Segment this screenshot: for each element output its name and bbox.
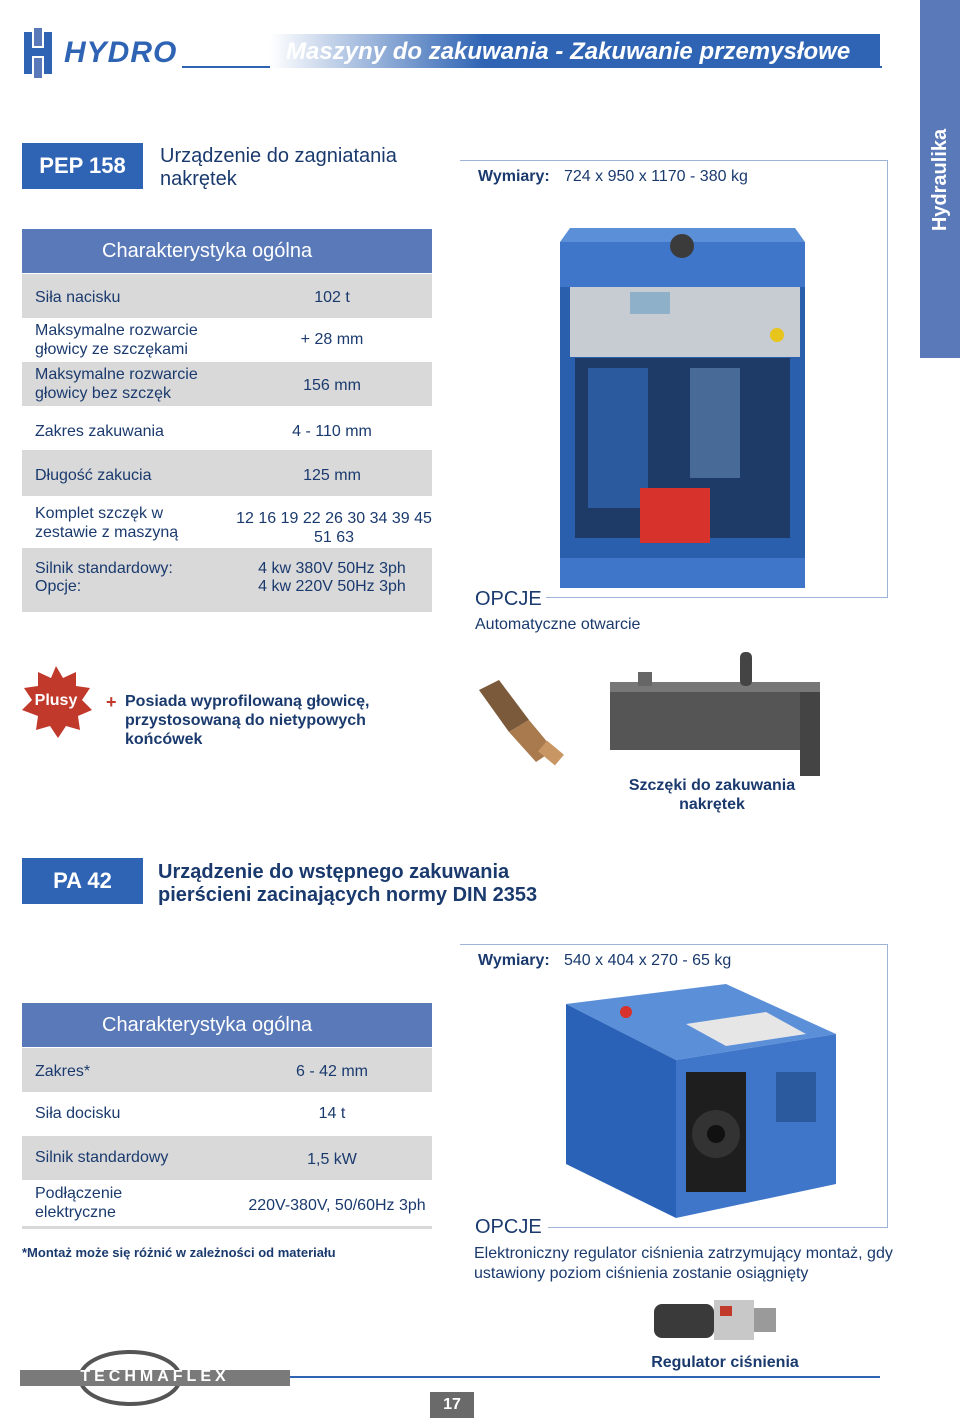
spec-row (22, 496, 432, 548)
pep158-frame-bottom (546, 597, 888, 598)
spec-label: Podłączenie elektryczne (35, 1185, 123, 1221)
spec-label-options: Opcje: (35, 578, 82, 595)
page-title: Maszyny do zakuwania - Zakuwanie przemysłowe (286, 38, 851, 65)
spec-label: Siła nacisku (35, 289, 121, 306)
pa42-options-rule (548, 1227, 552, 1228)
spec-row (22, 1136, 432, 1180)
pep158-dims-label: Wymiary: (478, 168, 550, 185)
pep158-section-header: Charakterystyka ogólna (22, 229, 432, 273)
spec-label: Maksymalne rozwarcie głowicy ze szczękami (35, 322, 198, 358)
plusy-text: Posiada wyprofilowaną głowicę, przystosowaną do nietypowych końcówek (125, 693, 370, 748)
spec-value: 14 t (318, 1105, 346, 1122)
spec-value: + 28 mm (300, 331, 364, 348)
pep158-frame-right (887, 160, 888, 598)
spec-value: 4 kw 380V 50Hz 3ph (258, 560, 406, 577)
plusy-badge-label: Plusy (34, 692, 78, 709)
pa42-frame-top (460, 944, 888, 945)
pa42-footnote: *Montaż może się różnić w zależności od materiału (22, 1245, 336, 1260)
pa42-frame-right (887, 944, 888, 1228)
nut-fitting-image (474, 680, 570, 770)
pa42-code: PA 42 (22, 858, 143, 904)
spec-value: 12 16 19 22 26 30 34 39 45 51 63 (236, 510, 432, 546)
pa42-name: Urządzenie do wstępnego zakuwania pierścieni zacinających normy DIN 2353 (158, 861, 538, 906)
spec-value: 220V-380V, 50/60Hz 3ph (248, 1197, 426, 1214)
spec-label: Długość zakucia (35, 467, 152, 484)
plusy-bullet: + (106, 692, 117, 712)
pep158-frame-top (460, 160, 888, 161)
spec-row (22, 450, 432, 496)
footer-brand: TECHMAFLEX (80, 1368, 230, 1385)
pep158-name: Urządzenie do zagniatania nakrętek (160, 145, 397, 190)
crimping-jaw-image (610, 652, 832, 776)
spec-label: Silnik standardowy: (35, 560, 173, 577)
spec-row (22, 318, 432, 362)
pa42-options-title: OPCJE (475, 1216, 542, 1238)
pep158-dims-value: 724 x 950 x 1170 - 380 kg (564, 168, 748, 185)
spec-label: Maksymalne rozwarcie głowicy bez szczęk (35, 366, 198, 402)
pa42-section-header: Charakterystyka ogólna (22, 1003, 432, 1047)
page-number: 17 (430, 1392, 474, 1418)
spec-row (22, 406, 432, 450)
hydro-logo-icon (22, 28, 58, 78)
header-logo (22, 28, 182, 78)
spec-label: Zakres* (35, 1063, 91, 1080)
spec-label: Komplet szczęk w zestawie z maszyną (35, 505, 179, 541)
logo-text: HYDRO (64, 36, 178, 69)
spec-label: Silnik standardowy (35, 1149, 169, 1166)
pa42-machine-image (566, 984, 846, 1218)
spec-row (22, 1048, 432, 1092)
spec-value: 156 mm (303, 377, 361, 394)
pa42-frame-bottom (552, 1227, 888, 1228)
spec-value: 125 mm (303, 467, 361, 484)
spec-row (22, 548, 432, 612)
spec-value-options: 4 kw 220V 50Hz 3ph (258, 578, 406, 595)
spec-value: 4 - 110 mm (292, 423, 372, 440)
pep158-options-title: OPCJE (475, 588, 542, 610)
spec-label: Zakres zakuwania (35, 423, 164, 440)
side-tab-label: Hydraulika (929, 128, 951, 232)
jaws-caption: Szczęki do zakuwania nakrętek (628, 777, 796, 813)
spec-row (22, 1092, 432, 1136)
spec-row (22, 1180, 432, 1226)
pa42-dims-label: Wymiary: (478, 952, 550, 969)
spec-value: 6 - 42 mm (295, 1063, 368, 1080)
spec-value: 102 t (314, 289, 350, 306)
pep158-code: PEP 158 (22, 143, 143, 189)
pa42-options-text: Elektroniczny regulator ciśnienia zatrzymujący montaż, gdy ustawiony poziom ciśnienia zostanie osiągnięty (474, 1245, 893, 1282)
spec-row (22, 362, 432, 406)
spec-row (22, 274, 432, 318)
spec-label: Siła docisku (35, 1105, 121, 1122)
regulator-caption: Regulator ciśnienia (651, 1354, 799, 1371)
regulator-image (650, 1292, 780, 1352)
pep158-options-text: Automatyczne otwarcie (475, 616, 641, 633)
spec-value: 1,5 kW (307, 1151, 357, 1168)
pep158-machine-image (560, 228, 815, 588)
pa42-table-rule (22, 1226, 432, 1229)
pa42-dims-value: 540 x 404 x 270 - 65 kg (564, 952, 732, 969)
